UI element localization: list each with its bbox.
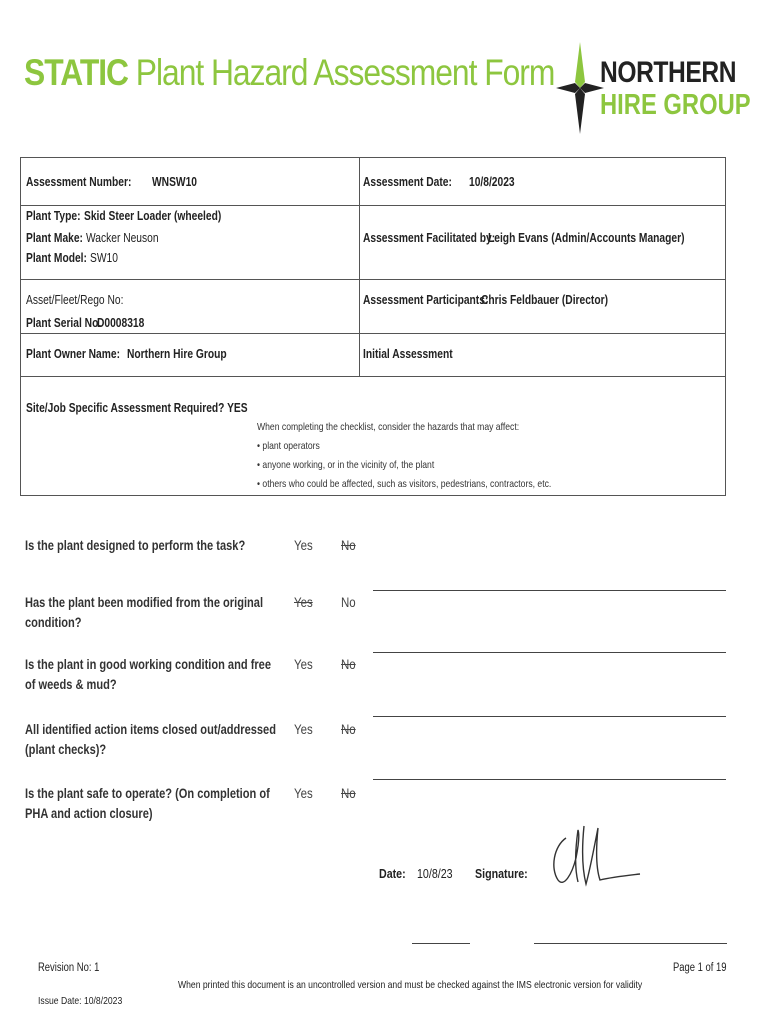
plant-make-value: Wacker Neuson — [86, 231, 159, 245]
question-modified: Has the plant been modified from the original condition? — [25, 595, 264, 630]
assessment-date-value: 10/8/2023 — [469, 175, 515, 189]
plant-make-label: Plant Make: — [26, 231, 83, 245]
underline — [534, 943, 727, 944]
answer-no[interactable]: No — [341, 721, 356, 737]
facilitated-label: Assessment Facilitated by: — [363, 231, 496, 245]
issue-date: Issue Date: 10/8/2023 — [38, 995, 123, 1007]
answer-no[interactable]: No — [341, 537, 356, 553]
northern-hire-group-logo — [556, 42, 751, 134]
plant-model-label: Plant Model: — [26, 251, 87, 265]
serial-value: D0008318 — [97, 316, 145, 330]
question-designed: Is the plant designed to perform the task? — [25, 538, 246, 553]
consider-item: • anyone working, or in the vicinity of, the plant — [257, 459, 435, 471]
logo-line-1: NORTHERN — [600, 56, 737, 89]
participants-value: Chris Feldbauer (Director) — [481, 293, 609, 307]
assessment-number-label: Assessment Number: — [26, 175, 132, 189]
comment-line — [373, 779, 726, 780]
revision-number: Revision No: 1 — [38, 962, 100, 974]
question-action-items: All identified action items closed out/addressed (plant checks)? — [25, 722, 276, 757]
signature-label: Signature: — [475, 866, 528, 881]
answer-yes[interactable]: Yes — [294, 656, 313, 672]
facilitated-value: Leigh Evans (Admin/Accounts Manager) — [488, 231, 685, 245]
assessment-info-table — [20, 157, 726, 496]
date-value: 10/8/23 — [417, 866, 453, 881]
answer-no[interactable]: No — [341, 594, 356, 610]
answer-yes[interactable]: Yes — [294, 785, 313, 801]
underline — [412, 943, 470, 944]
answer-yes[interactable]: Yes — [294, 594, 313, 610]
title-rest: Plant Hazard Assessment Form — [127, 52, 555, 93]
plant-model-value: SW10 — [90, 251, 118, 265]
question-condition: Is the plant in good working condition and free of weeds & mud? — [25, 657, 271, 692]
consider-item: • others who could be affected, such as visitors, pedestrians, contractors, etc. — [257, 478, 552, 490]
initial-assessment: Initial Assessment — [363, 347, 453, 361]
answer-no[interactable]: No — [341, 656, 356, 672]
asset-label: Asset/Fleet/Rego No: — [26, 293, 124, 307]
serial-label: Plant Serial No. — [26, 316, 102, 330]
participants-label: Assessment Participants: — [363, 293, 489, 307]
assessment-date-label: Assessment Date: — [363, 175, 452, 189]
page-number: Page 1 of 19 — [673, 962, 727, 974]
question-safe: Is the plant safe to operate? (On completion of PHA and action closure) — [25, 786, 270, 821]
signature-image — [544, 818, 644, 890]
owner-label: Plant Owner Name: — [26, 347, 120, 361]
compass-icon — [556, 42, 604, 134]
logo-line-2: HIRE GROUP — [600, 89, 751, 121]
owner-value: Northern Hire Group — [127, 347, 227, 361]
plant-type-label: Plant Type: — [26, 209, 81, 223]
consider-item: • plant operators — [257, 440, 320, 452]
disclaimer: When printed this document is an uncontrolled version and must be checked against the IMS electronic version for validity — [178, 979, 643, 991]
answer-no[interactable]: No — [341, 785, 356, 801]
answer-yes[interactable]: Yes — [294, 537, 313, 553]
site-specific-required: Site/Job Specific Assessment Required? YES — [26, 401, 248, 415]
answer-yes[interactable]: Yes — [294, 721, 313, 737]
title-static: STATIC — [24, 52, 128, 93]
comment-line — [373, 716, 726, 717]
assessment-number-value: WNSW10 — [152, 175, 197, 189]
page-title — [24, 52, 554, 94]
date-label: Date: — [379, 866, 406, 881]
plant-type-value: Skid Steer Loader (wheeled) — [84, 209, 222, 223]
consider-intro: When completing the checklist, consider the hazards that may affect: — [257, 421, 520, 433]
comment-line — [373, 590, 726, 591]
comment-line — [373, 652, 726, 653]
